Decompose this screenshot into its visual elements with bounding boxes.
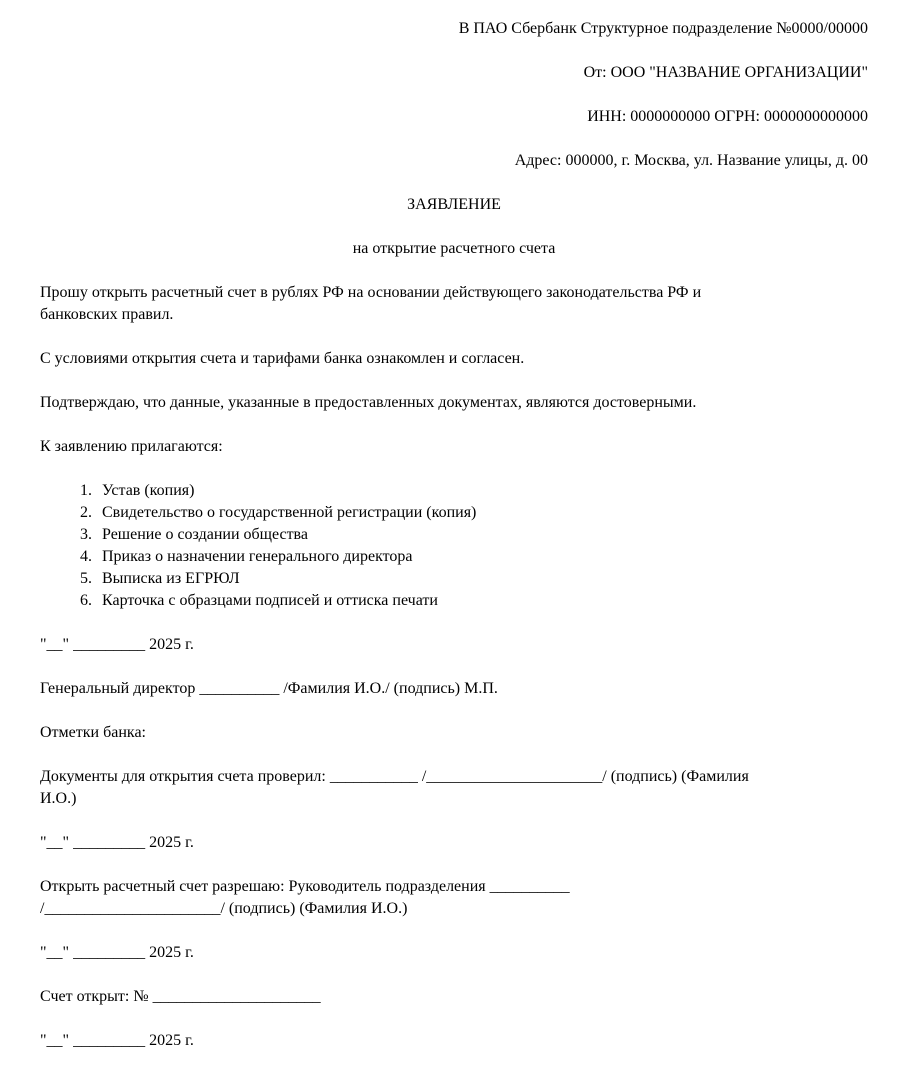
authorize-paragraph: [40, 876, 868, 920]
confirmation-paragraph: Подтверждаю, что данные, указанные в предоставленных документах, являются достоверными.: [40, 394, 697, 411]
sender-line: От: ООО "НАЗВАНИЕ ОРГАНИЗАЦИИ": [583, 64, 868, 81]
attachments-heading: К заявлению прилагаются:: [40, 438, 223, 455]
document-title: ЗАЯВЛЕНИЕ: [407, 196, 501, 213]
attachment-item: 4. Приказ о назначении генерального директора: [96, 546, 868, 568]
authorize-line: Открыть расчетный счет разрешаю: Руководитель подразделения __________: [40, 878, 570, 895]
documents-checked-paragraph: [40, 766, 868, 810]
address-line: Адрес: 000000, г. Москва, ул. Название улицы, д. 00: [514, 152, 868, 169]
attachment-item: 6. Карточка с образцами подписей и оттиска печати: [96, 590, 868, 612]
date-line: "__" _________ 2025 г.: [40, 944, 194, 961]
terms-paragraph: С условиями открытия счета и тарифами банка ознакомлен и согласен.: [40, 350, 525, 367]
attachment-item: 5. Выписка из ЕГРЮЛ: [96, 568, 868, 590]
bank-notes-heading: Отметки банка:: [40, 724, 146, 741]
account-opened-line: Счет открыт: № _____________________: [40, 988, 321, 1005]
attachment-item: 2. Свидетельство о государственной регистрации (копия): [96, 502, 868, 524]
request-paragraph: [40, 282, 868, 326]
attachment-item: 1. Устав (копия): [96, 480, 868, 502]
request-line: банковских правил.: [40, 306, 174, 323]
authorize-line: /______________________/ (подпись) (Фамилия И.О.): [40, 900, 408, 917]
date-line: "__" _________ 2025 г.: [40, 636, 194, 653]
date-line: "__" _________ 2025 г.: [40, 1032, 194, 1049]
request-line: Прошу открыть расчетный счет в рублях РФ на основании действующего законодательства РФ и: [40, 284, 702, 301]
document-subtitle: на открытие расчетного счета: [352, 240, 556, 257]
date-line: "__" _________ 2025 г.: [40, 834, 194, 851]
attachments-list: [40, 480, 868, 612]
director-signature-line: Генеральный директор __________ /Фамилия И.О./ (подпись) М.П.: [40, 680, 498, 697]
attachment-item: 3. Решение о создании общества: [96, 524, 868, 546]
recipient-line: В ПАО Сбербанк Структурное подразделение №0000/00000: [458, 20, 868, 37]
inn-ogrn-line: ИНН: 0000000000 ОГРН: 0000000000000: [587, 108, 868, 125]
documents-checked-line: И.О.): [40, 790, 77, 807]
documents-checked-line: Документы для открытия счета проверил: ___________ /______________________/ (подпись) (Фамилия: [40, 768, 749, 785]
